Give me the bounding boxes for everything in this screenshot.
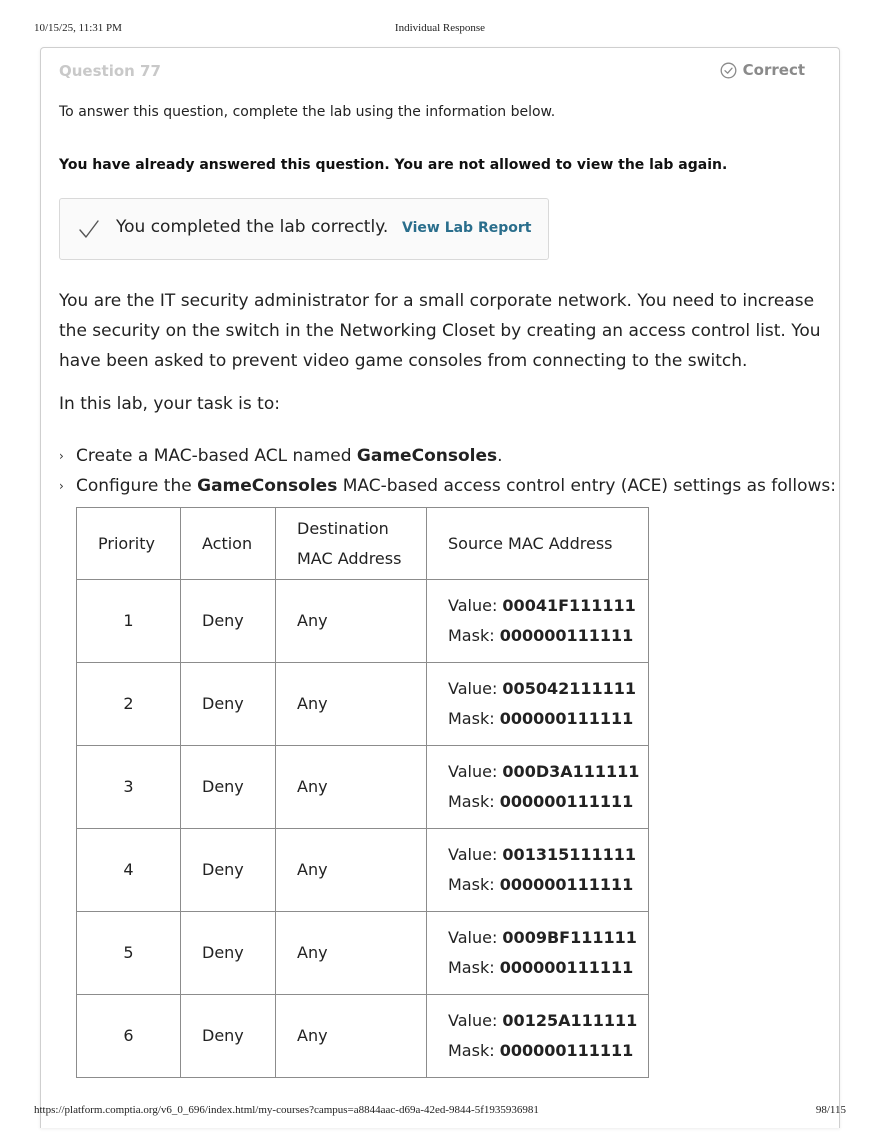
bullet-marker: › — [59, 449, 64, 463]
print-footer — [34, 1104, 846, 1118]
mask-label: Mask: — [448, 626, 495, 645]
task-text: Configure the — [76, 476, 198, 496]
print-url: https://platform.comptia.org/v6_0_696/index.html/my-courses?campus=a8844aac-d69a-42ed-9844-5f1935936981 — [34, 1104, 539, 1116]
print-page-title: Individual Response — [394, 22, 486, 34]
value-label: Value: — [448, 679, 498, 698]
mac-mask: 000000111111 — [499, 709, 634, 728]
table-row — [77, 663, 649, 746]
mac-value: 0009BF111111 — [502, 928, 637, 947]
cell-priority: 6 — [77, 995, 181, 1078]
cell-priority: 5 — [77, 912, 181, 995]
table-row — [77, 580, 649, 663]
mask-label: Mask: — [448, 709, 495, 728]
bullet-marker: › — [59, 479, 64, 493]
lab-locked-warning: You have already answered this question. You are not allowed to view the lab again. — [59, 157, 728, 173]
cell-destination: Any — [276, 580, 427, 663]
cell-source-mac — [427, 912, 649, 995]
check-circle-icon — [720, 62, 737, 79]
print-page-number: 98/115 — [815, 1104, 846, 1116]
value-label: Value: — [448, 845, 498, 864]
print-datetime: 10/15/25, 11:31 PM — [34, 22, 122, 34]
table-row — [77, 912, 649, 995]
value-label: Value: — [448, 762, 498, 781]
value-label: Value: — [448, 1011, 498, 1030]
cell-action: Deny — [181, 829, 276, 912]
question-status — [720, 61, 805, 79]
list-item — [59, 441, 836, 471]
checkmark-icon — [78, 218, 100, 244]
task-text: . — [497, 446, 503, 466]
cell-action: Deny — [181, 580, 276, 663]
value-label: Value: — [448, 596, 498, 615]
question-title: Question 77 — [59, 62, 161, 80]
scenario-paragraph: You are the IT security administrator for a small corporate network. You need to increase the security on the switch in the Networking Closet by creating an access control list. You have been asked to prevent video game consoles from connecting to the switch. — [59, 291, 821, 371]
task-text: Create a MAC-based ACL named — [76, 446, 357, 466]
mask-label: Mask: — [448, 875, 495, 894]
header-action: Action — [181, 508, 276, 580]
question-instruction: To answer this question, complete the lab using the information below. — [59, 104, 556, 120]
cell-action: Deny — [181, 746, 276, 829]
table-row — [77, 829, 649, 912]
cell-source-mac — [427, 663, 649, 746]
cell-source-mac — [427, 746, 649, 829]
mac-mask: 000000111111 — [499, 958, 634, 977]
lab-result-box — [59, 198, 549, 260]
view-lab-report-link[interactable]: View Lab Report — [402, 220, 532, 236]
mask-label: Mask: — [448, 958, 495, 977]
cell-destination: Any — [276, 995, 427, 1078]
table-row — [77, 746, 649, 829]
task-intro: In this lab, your task is to: — [59, 394, 280, 414]
status-label: Correct — [742, 61, 805, 79]
question-card — [40, 47, 840, 1128]
mac-mask: 000000111111 — [499, 875, 634, 894]
cell-destination: Any — [276, 663, 427, 746]
value-label: Value: — [448, 928, 498, 947]
cell-priority: 2 — [77, 663, 181, 746]
task-list — [59, 441, 836, 501]
cell-action: Deny — [181, 912, 276, 995]
acl-name: GameConsoles — [356, 446, 498, 466]
cell-priority: 4 — [77, 829, 181, 912]
mac-mask: 000000111111 — [499, 626, 634, 645]
cell-destination: Any — [276, 746, 427, 829]
header-priority: Priority — [77, 508, 181, 580]
mask-label: Mask: — [448, 1041, 495, 1060]
cell-source-mac — [427, 829, 649, 912]
header-destination-mac: Destination MAC Address — [276, 508, 427, 580]
cell-priority: 3 — [77, 746, 181, 829]
mac-value: 00125A111111 — [502, 1011, 638, 1030]
mac-mask: 000000111111 — [499, 792, 634, 811]
header-source-mac: Source MAC Address — [427, 508, 649, 580]
cell-source-mac — [427, 995, 649, 1078]
cell-destination: Any — [276, 912, 427, 995]
task-text: MAC-based access control entry (ACE) settings as follows: — [337, 476, 837, 496]
cell-destination: Any — [276, 829, 427, 912]
table-header-row — [77, 508, 649, 580]
mac-mask: 000000111111 — [499, 1041, 634, 1060]
mask-label: Mask: — [448, 792, 495, 811]
mac-value: 00041F111111 — [502, 596, 636, 615]
print-header — [34, 22, 846, 36]
list-item — [59, 471, 836, 501]
acl-name: GameConsoles — [197, 476, 338, 496]
cell-source-mac — [427, 580, 649, 663]
mac-value: 005042111111 — [502, 679, 637, 698]
ace-settings-table — [76, 507, 649, 1078]
lab-result-message: You completed the lab correctly. — [116, 217, 389, 237]
table-row — [77, 995, 649, 1078]
cell-priority: 1 — [77, 580, 181, 663]
mac-value: 001315111111 — [502, 845, 637, 864]
cell-action: Deny — [181, 995, 276, 1078]
mac-value: 000D3A111111 — [502, 762, 640, 781]
cell-action: Deny — [181, 663, 276, 746]
